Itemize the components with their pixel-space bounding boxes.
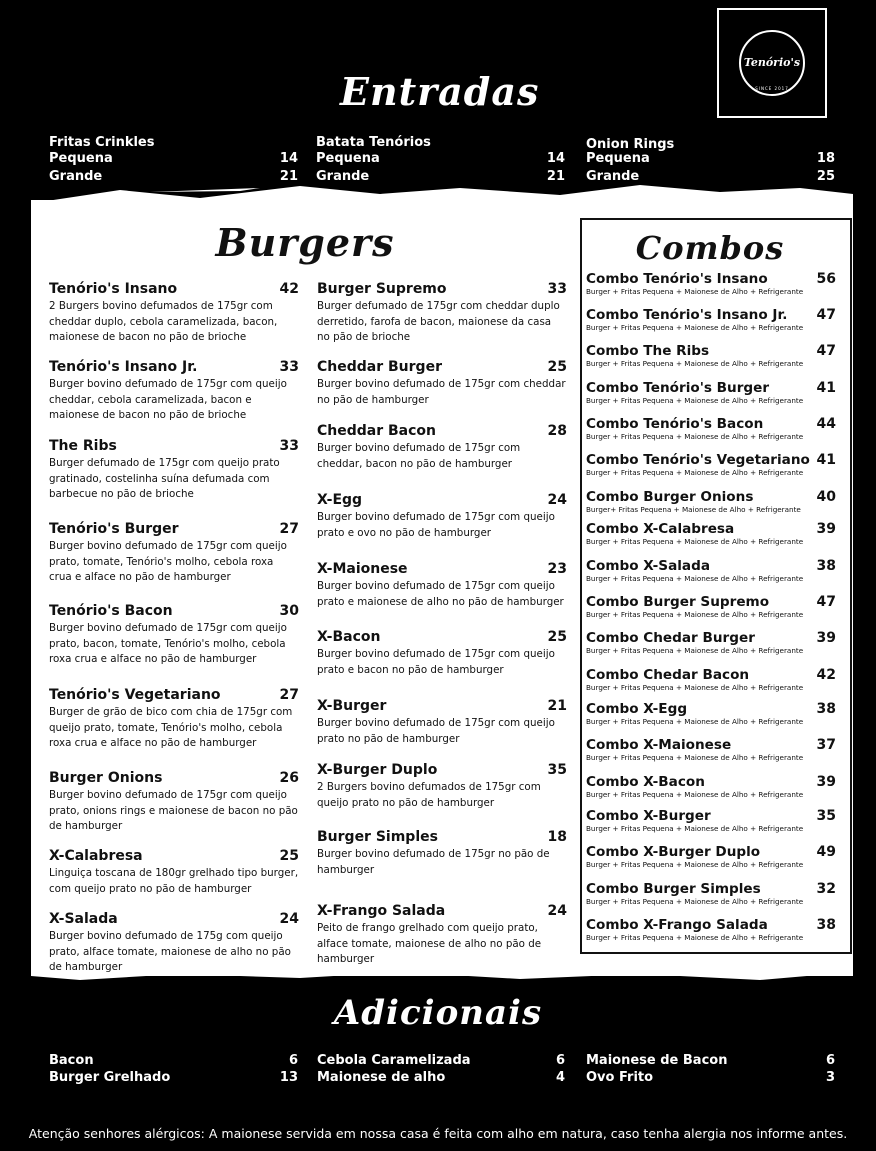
combo-desc: Burger + Fritas Pequena + Maionese de Alho + Refrigerante bbox=[586, 396, 804, 405]
menu-item bbox=[317, 629, 567, 678]
menu-item bbox=[317, 423, 567, 472]
combo-desc: Burger + Fritas Pequena + Maionese de Alho + Refrigerante bbox=[586, 323, 804, 332]
combo-desc: Burger + Fritas Pequena + Maionese de Alho + Refrigerante bbox=[586, 574, 804, 583]
combo-price: 47 bbox=[816, 343, 836, 359]
menu-item-name: X-Calabresa bbox=[49, 848, 143, 864]
adicional-price: 6 bbox=[555, 1053, 565, 1068]
logo-brand: Tenório's bbox=[743, 56, 801, 69]
adicional-name: Ovo Frito bbox=[586, 1070, 654, 1085]
menu-item bbox=[317, 698, 567, 747]
menu-item bbox=[49, 359, 299, 424]
combo-name: Combo Tenório's Insano Jr. bbox=[586, 307, 788, 323]
combo-name: Combo X-Frango Salada bbox=[586, 917, 768, 933]
combo-price: 41 bbox=[816, 452, 836, 468]
menu-item-price: 28 bbox=[547, 423, 567, 439]
adicional-price: 6 bbox=[288, 1053, 298, 1068]
menu-item-name: Cheddar Bacon bbox=[317, 423, 437, 439]
combo-item bbox=[586, 521, 836, 546]
combo-name: Combo X-Burger bbox=[586, 808, 711, 824]
menu-item-name: X-Frango Salada bbox=[317, 903, 446, 919]
menu-item-desc: Burger bovino defumado de 175gr com queijo prato e bacon no pão de hamburger bbox=[317, 648, 555, 676]
menu-item-name: Burger Onions bbox=[49, 770, 163, 786]
logo-since: SINCE 2017 bbox=[755, 86, 789, 91]
menu-item-price: 33 bbox=[547, 281, 567, 297]
menu-item-price: 24 bbox=[547, 903, 567, 919]
combo-item bbox=[586, 558, 836, 583]
menu-item-desc: Burger bovino defumado de 175g com queijo prato, alface tomate, maionese de alho no pão de hamburger bbox=[49, 930, 291, 973]
combo-name: Combo Tenório's Burger bbox=[586, 380, 770, 396]
menu-item-desc: Peito de frango grelhado com queijo prato, alface tomate, maionese de alho no pão de hamburger bbox=[317, 922, 542, 965]
combo-name: Combo Chedar Burger bbox=[586, 630, 755, 646]
entrada-size-price: 18 bbox=[816, 151, 835, 166]
menu-item-name: The Ribs bbox=[49, 438, 117, 454]
combo-item bbox=[586, 416, 836, 441]
combo-price: 41 bbox=[816, 380, 836, 396]
menu-item-price: 30 bbox=[279, 603, 299, 619]
combo-name: Combo Burger Supremo bbox=[586, 594, 770, 610]
combo-name: Combo X-Bacon bbox=[586, 774, 705, 790]
entrada-size-label: Grande bbox=[49, 169, 103, 184]
combo-price: 47 bbox=[816, 307, 836, 323]
combo-desc: Burger + Fritas Pequena + Maionese de Alho + Refrigerante bbox=[586, 287, 804, 296]
menu-item bbox=[49, 521, 299, 586]
combo-item bbox=[586, 881, 836, 906]
entrada-name: Onion Rings bbox=[586, 137, 675, 152]
menu-item-price: 27 bbox=[279, 521, 299, 537]
combo-item bbox=[586, 307, 836, 332]
combo-name: Combo X-Salada bbox=[586, 558, 710, 574]
combo-desc: Burger + Fritas Pequena + Maionese de Alho + Refrigerante bbox=[586, 610, 804, 619]
combo-name: Combo Burger Onions bbox=[586, 489, 754, 505]
adicional-price: 6 bbox=[825, 1053, 835, 1068]
combo-desc: Burger + Fritas Pequena + Maionese de Alho + Refrigerante bbox=[586, 646, 804, 655]
combo-name: Combo X-Maionese bbox=[586, 737, 732, 753]
combo-name: Combo Tenório's Vegetariano bbox=[586, 452, 810, 468]
menu-item-name: X-Maionese bbox=[317, 561, 408, 577]
menu-item-desc: Burger bovino defumado de 175gr com queijo prato, onions rings e maionese de bacon no pão de hamburger bbox=[49, 789, 298, 832]
menu-item bbox=[317, 762, 567, 811]
combo-name: Combo X-Egg bbox=[586, 701, 688, 717]
combo-price: 56 bbox=[816, 271, 836, 287]
section-title-burgers: Burgers bbox=[215, 220, 395, 265]
combo-item bbox=[586, 808, 836, 833]
menu-item-price: 24 bbox=[279, 911, 299, 927]
menu-item-price: 26 bbox=[279, 770, 299, 786]
menu-item-name: Tenório's Insano Jr. bbox=[49, 359, 198, 375]
menu-item-desc: Burger bovino defumado de 175gr com queijo prato no pão de hamburger bbox=[317, 717, 555, 745]
combo-desc: Burger + Fritas Pequena + Maionese de Alho + Refrigerante bbox=[586, 468, 804, 477]
menu-item-name: Tenório's Vegetariano bbox=[49, 687, 221, 703]
restaurant-logo bbox=[717, 8, 827, 118]
entrada-size-price: 21 bbox=[546, 169, 565, 184]
menu-item-desc: Burger bovino defumado de 175gr com queijo prato e ovo no pão de hamburger bbox=[317, 511, 555, 539]
menu-item-price: 18 bbox=[547, 829, 567, 845]
entrada-size-price: 25 bbox=[816, 169, 835, 184]
combo-name: Combo Tenório's Insano bbox=[586, 271, 768, 287]
menu-item-desc: 2 Burgers bovino defumados de 175gr com queijo prato no pão de hamburger bbox=[317, 781, 541, 809]
combo-price: 44 bbox=[816, 416, 836, 432]
combo-desc: Burger + Fritas Pequena + Maionese de Alho + Refrigerante bbox=[586, 683, 804, 692]
combo-desc: Burger + Fritas Pequena + Maionese de Alho + Refrigerante bbox=[586, 432, 804, 441]
menu-item-desc: Burger bovino defumado de 175gr com queijo cheddar, cebola caramelizada, bacon e maionese de bacon no pão de brioche bbox=[49, 378, 287, 421]
combo-item bbox=[586, 630, 836, 655]
menu-item-price: 24 bbox=[547, 492, 567, 508]
combo-price: 38 bbox=[816, 558, 836, 574]
menu-item-price: 42 bbox=[279, 281, 299, 297]
combo-item bbox=[586, 343, 836, 368]
menu-item-price: 25 bbox=[279, 848, 299, 864]
menu-item-name: Tenório's Insano bbox=[49, 281, 178, 297]
menu-item bbox=[317, 359, 567, 408]
combo-desc: Burger+ Fritas Pequena + Maionese de Alho + Refrigerante bbox=[586, 505, 801, 514]
menu-item-name: X-Burger Duplo bbox=[317, 762, 438, 778]
combo-item bbox=[586, 452, 836, 477]
combo-price: 35 bbox=[816, 808, 836, 824]
combo-price: 42 bbox=[816, 667, 836, 683]
menu-item-price: 33 bbox=[279, 359, 299, 375]
menu-item-desc: Linguiça toscana de 180gr grelhado tipo burger, com queijo prato no pão de hamburger bbox=[49, 867, 299, 895]
combo-price: 37 bbox=[816, 737, 836, 753]
combo-name: Combo Tenório's Bacon bbox=[586, 416, 764, 432]
menu-item-desc: Burger bovino defumado de 175gr com queijo prato, tomate, Tenório's molho, cebola roxa crua e alface no pão de hamburger bbox=[49, 540, 287, 583]
combo-desc: Burger + Fritas Pequena + Maionese de Alho + Refrigerante bbox=[586, 717, 804, 726]
menu-item bbox=[317, 492, 567, 541]
menu-item bbox=[49, 770, 299, 835]
combo-desc: Burger + Fritas Pequena + Maionese de Alho + Refrigerante bbox=[586, 824, 804, 833]
menu-item-desc: 2 Burgers bovino defumados de 175gr com cheddar duplo, cebola caramelizada, bacon, maionese de bacon no pão de brioche bbox=[49, 300, 278, 343]
entrada-size-label: Pequena bbox=[316, 151, 380, 166]
combo-name: Combo The Ribs bbox=[586, 343, 710, 359]
menu-item-desc: Burger bovino defumado de 175gr com queijo prato e maionese de alho no pão de hamburger bbox=[317, 580, 564, 608]
combo-desc: Burger + Fritas Pequena + Maionese de Alho + Refrigerante bbox=[586, 933, 804, 942]
combo-item bbox=[586, 844, 836, 869]
menu-item bbox=[49, 848, 299, 897]
menu-item-price: 25 bbox=[547, 359, 567, 375]
adicional-price: 3 bbox=[825, 1070, 835, 1085]
combo-item bbox=[586, 667, 836, 692]
menu-item bbox=[317, 281, 567, 346]
entrada-size-price: 21 bbox=[279, 169, 298, 184]
combo-price: 32 bbox=[816, 881, 836, 897]
allergy-note: Atenção senhores alérgicos: A maionese servida em nossa casa é feita com alho em natura, caso tenha alergia nos informe antes. bbox=[28, 1126, 848, 1141]
menu-item-desc: Burger de grão de bico com chia de 175gr com queijo prato, tomate, Tenório's molho, cebola roxa crua e alface no pão de hamburger bbox=[49, 706, 293, 749]
menu-item bbox=[49, 438, 299, 503]
menu-item-desc: Burger defumado de 175gr com queijo prato gratinado, costelinha suína defumada com barbecue no pão de brioche bbox=[49, 457, 280, 500]
section-title-entradas: Entradas bbox=[340, 69, 540, 114]
entrada-size-label: Grande bbox=[586, 169, 640, 184]
menu-item-price: 33 bbox=[279, 438, 299, 454]
entrada-size-label: Pequena bbox=[49, 151, 113, 166]
entrada-name: Fritas Crinkles bbox=[49, 135, 155, 150]
combo-desc: Burger + Fritas Pequena + Maionese de Alho + Refrigerante bbox=[586, 897, 804, 906]
menu-item bbox=[317, 903, 567, 968]
menu-item-name: Burger Simples bbox=[317, 829, 438, 845]
menu-item-price: 23 bbox=[547, 561, 567, 577]
menu-item-desc: Burger defumado de 175gr com cheddar duplo derretido, farofa de bacon, maionese da casa no pão de brioche bbox=[317, 300, 560, 343]
combo-name: Combo Chedar Bacon bbox=[586, 667, 750, 683]
combo-desc: Burger + Fritas Pequena + Maionese de Alho + Refrigerante bbox=[586, 537, 804, 546]
menu-item bbox=[317, 561, 567, 610]
combo-price: 38 bbox=[816, 917, 836, 933]
combo-item bbox=[586, 271, 836, 296]
menu-item-price: 21 bbox=[547, 698, 567, 714]
combo-item bbox=[586, 701, 836, 726]
menu-item-name: X-Bacon bbox=[317, 629, 381, 645]
combo-desc: Burger + Fritas Pequena + Maionese de Alho + Refrigerante bbox=[586, 753, 804, 762]
menu-item bbox=[317, 829, 567, 878]
combo-desc: Burger + Fritas Pequena + Maionese de Alho + Refrigerante bbox=[586, 790, 804, 799]
menu-item bbox=[49, 281, 299, 346]
adicional-price: 13 bbox=[279, 1070, 298, 1085]
combo-item bbox=[586, 737, 836, 762]
combo-desc: Burger + Fritas Pequena + Maionese de Alho + Refrigerante bbox=[586, 860, 804, 869]
combo-item bbox=[586, 489, 836, 514]
combo-price: 39 bbox=[816, 521, 836, 537]
entrada-name: Batata Tenórios bbox=[316, 135, 431, 150]
combo-name: Combo Burger Simples bbox=[586, 881, 761, 897]
combo-item bbox=[586, 774, 836, 799]
menu-item-desc: Burger bovino defumado de 175gr com cheddar no pão de hamburger bbox=[317, 378, 566, 406]
menu-item-name: X-Burger bbox=[317, 698, 387, 714]
adicional-price: 4 bbox=[555, 1070, 565, 1085]
menu-item-name: X-Egg bbox=[317, 492, 363, 508]
entrada-size-price: 14 bbox=[546, 151, 565, 166]
combo-price: 40 bbox=[816, 489, 836, 505]
adicional-name: Cebola Caramelizada bbox=[317, 1053, 471, 1068]
combo-price: 47 bbox=[816, 594, 836, 610]
combo-item bbox=[586, 380, 836, 405]
combo-price: 39 bbox=[816, 774, 836, 790]
menu-item-name: Burger Supremo bbox=[317, 281, 447, 297]
entrada-size-price: 14 bbox=[279, 151, 298, 166]
menu-item-name: Tenório's Bacon bbox=[49, 603, 173, 619]
menu-item-price: 25 bbox=[547, 629, 567, 645]
menu-item-name: Tenório's Burger bbox=[49, 521, 179, 537]
combo-item bbox=[586, 594, 836, 619]
adicional-name: Burger Grelhado bbox=[49, 1070, 171, 1085]
adicional-name: Maionese de alho bbox=[317, 1070, 446, 1085]
menu-item-desc: Burger bovino defumado de 175gr com cheddar, bacon no pão de hamburger bbox=[317, 442, 521, 470]
adicional-name: Bacon bbox=[49, 1053, 94, 1068]
combo-price: 49 bbox=[816, 844, 836, 860]
menu-item bbox=[49, 603, 299, 668]
menu-item bbox=[49, 687, 299, 752]
combo-price: 38 bbox=[816, 701, 836, 717]
combo-desc: Burger + Fritas Pequena + Maionese de Alho + Refrigerante bbox=[586, 359, 804, 368]
menu-item-name: X-Salada bbox=[49, 911, 118, 927]
menu-item-price: 35 bbox=[547, 762, 567, 778]
combo-price: 39 bbox=[816, 630, 836, 646]
combo-name: Combo X-Calabresa bbox=[586, 521, 735, 537]
menu-item bbox=[49, 911, 299, 976]
menu-item-name: Cheddar Burger bbox=[317, 359, 442, 375]
combo-name: Combo X-Burger Duplo bbox=[586, 844, 761, 860]
menu-item-desc: Burger bovino defumado de 175gr com queijo prato, bacon, tomate, Tenório's molho, cebola roxa crua e alface no pão de hamburger bbox=[49, 622, 287, 665]
entrada-size-label: Pequena bbox=[586, 151, 650, 166]
entrada-size-label: Grande bbox=[316, 169, 370, 184]
adicional-name: Maionese de Bacon bbox=[586, 1053, 728, 1068]
menu-item-price: 27 bbox=[279, 687, 299, 703]
section-title-adicionais: Adicionais bbox=[333, 993, 543, 1033]
menu-item-desc: Burger bovino defumado de 175gr no pão de hamburger bbox=[317, 848, 550, 876]
section-title-combos: Combos bbox=[635, 229, 785, 267]
combo-item bbox=[586, 917, 836, 942]
